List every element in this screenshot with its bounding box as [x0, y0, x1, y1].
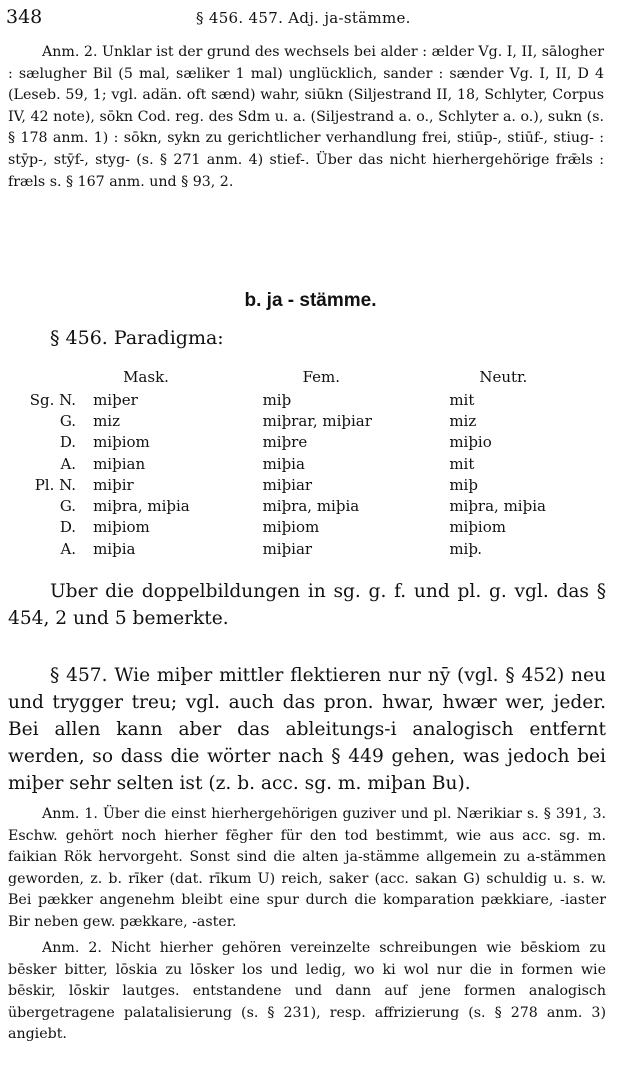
neutr-form: miþio — [449, 433, 492, 452]
page-header — [6, 4, 607, 30]
neutr-form: mit — [449, 390, 475, 409]
header-fem: Fem. — [302, 368, 341, 386]
paragraph-456-title: § 456. Paradigma: — [50, 327, 224, 349]
header-neutr: Neutr. — [479, 368, 528, 386]
fem-form: miþia — [262, 454, 305, 473]
mask-form: miþiom — [93, 433, 150, 452]
running-head: § 456. 457. Adj. ja-stämme. — [196, 9, 411, 27]
fem-form: miþrar, miþiar — [262, 411, 372, 430]
table-row — [22, 453, 621, 474]
case-label: G. — [59, 497, 77, 516]
fem-form: miþiar — [262, 539, 313, 558]
case-label: D. — [59, 433, 77, 452]
anm-2-note: Anm. 2. Nicht hierher gehören vereinzelte schreibungen wie bēskiom zu bēsker bitter, lōskia zu lōsker los und ledig, wo ki wol nur die in formen wie bēskir, lōskir lautges. entstandene und dann auf jene formen analogisch übergetragene palatalisierung (s. § 231), resp. affrizierung (s. § 278 anm. 3) angiebt. — [8, 940, 606, 1043]
mask-form: miþir — [93, 475, 134, 494]
case-label: A. — [60, 539, 77, 558]
case-label: A. — [60, 454, 77, 473]
paragraph-457: § 457. Wie miþer mittler flektieren nur nȳ (vgl. § 452) neu und trygger treu; vgl. auch das pron. hwar, hwær wer, jeder. Bei allen kann aber das ableitungs-i analogisch entfernt werden, so dass die wörter nach § 449 gehen, was jedoch bei miþer sehr selten ist (z. b. acc. sg. m. miþan Bu). — [8, 665, 606, 794]
page-number: 348 — [6, 6, 43, 28]
section-heading: b. ja - stämme. — [244, 290, 377, 311]
anm-top-note: Anm. 2. Unklar ist der grund des wechsels bei alder : ælder Vg. I, II, sālogher : sælugher Bil (5 mal, sæliker 1 mal) unglücklich, sander : sænder Vg. I, II, D 4 (Leseb. 59, 1; vgl. adän. oft sænd) wahr, siūkn (Siljestrand II, 18, Schlyter, Corpus IV, 42 note), sōkn Cod. reg. des Sdm u. a. (Siljestrand a. o., Schlyter a. o.), sukn (s. § 178 anm. 1) : sōkn, sykn zu gerichtlicher verhandlung frei, stiūp-, stiūf-, stiug- : stȳp-, stȳf-, styg- (s. § 271 anm. 4) stief-. Über das nicht hierhergehörige frǣls : fræls s. § 167 anm. und § 93, 2. — [8, 44, 604, 190]
table-row — [22, 538, 621, 559]
paradigm-table — [22, 365, 621, 559]
anm-1-note: Anm. 1. Über die einst hierhergehörigen guziver und pl. Nærikiar s. § 391, 3. Eschw. gehört noch hierher fēgher für den tod bestimmt, wie aus acc. sg. m. faikian Rök hervorgeht. Sonst sind die alten ja-stämme allgemein zu a-stämmen geworden, z. b. rīker (dat. rīkum U) reich, saker (acc. sakan G) schuldig u. s. w. Bei pækker angenehm bleibt eine spur durch die komparation pækkiare, -iaster Bir neben gew. pækkare, -aster. — [8, 806, 606, 930]
table-row — [22, 495, 621, 516]
table-header-row — [22, 365, 621, 389]
table-row — [22, 432, 621, 453]
mask-form: miþra, miþia — [93, 497, 190, 516]
mask-form: miþiom — [93, 518, 150, 537]
mask-form: miþian — [93, 454, 146, 473]
neutr-form: miþ. — [449, 539, 482, 558]
case-label: Pl. N. — [34, 475, 77, 494]
neutr-form: miþra, miþia — [449, 497, 546, 516]
table-row — [22, 410, 621, 431]
neutr-form: miz — [449, 411, 477, 430]
fem-form: miþ — [262, 390, 292, 409]
table-row — [22, 389, 621, 410]
mask-form: miz — [93, 411, 121, 430]
neutr-form: mit — [449, 454, 475, 473]
mask-form: miþer — [93, 390, 138, 409]
table-row — [22, 517, 621, 538]
fem-form: miþre — [262, 433, 308, 452]
case-label: Sg. N. — [29, 390, 77, 409]
fem-form: miþiom — [262, 518, 320, 537]
mask-form: miþia — [93, 539, 136, 558]
neutr-form: miþ — [449, 475, 478, 494]
fem-form: miþra, miþia — [262, 497, 360, 516]
paragraph-doppelbildungen: Uber die doppelbildungen in sg. g. f. und pl. g. vgl. das § 454, 2 und 5 bemerkte. — [8, 581, 606, 629]
case-label: D. — [59, 518, 77, 537]
neutr-form: miþiom — [449, 518, 506, 537]
header-mask: Mask. — [123, 368, 169, 386]
case-label: G. — [59, 411, 77, 430]
table-row — [22, 474, 621, 495]
header-case — [22, 365, 93, 389]
fem-form: miþiar — [262, 475, 313, 494]
